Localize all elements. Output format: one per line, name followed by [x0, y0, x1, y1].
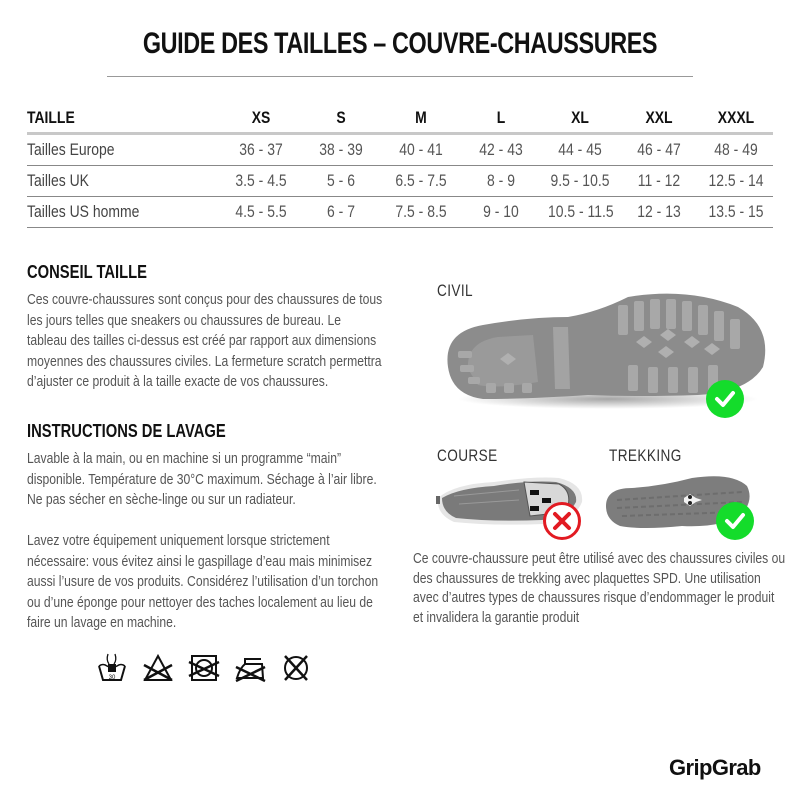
size-col-m: M: [415, 108, 427, 127]
checkmark-icon: [714, 388, 736, 410]
do-not-iron-icon: [233, 650, 267, 686]
table-cell: 3.5 - 4.5: [235, 171, 287, 190]
header-label: TAILLE: [27, 108, 75, 127]
title-divider: [107, 76, 693, 77]
civil-compatible-badge: [706, 380, 744, 418]
row-label: Tailles US homme: [27, 202, 140, 221]
size-table-header: [27, 104, 773, 135]
do-not-dry-clean-icon: [279, 650, 313, 686]
size-col-s: S: [336, 108, 346, 127]
table-cell: 9 - 10: [483, 202, 519, 221]
table-cell: 7.5 - 8.5: [395, 202, 447, 221]
compatibility-note: Ce couvre-chaussure peut être utilisé avec des chaussures civiles ou des chaussures de trekking avec plaquettes SPD. Une utilisation avec d’autres types de chaussures risque d’endommager le produit et invalidera la garantie produit: [413, 550, 786, 626]
table-cell: 13.5 - 15: [708, 202, 764, 221]
do-not-tumble-dry-icon: [187, 650, 221, 686]
table-cell: 9.5 - 10.5: [550, 171, 610, 190]
table-row-us: [27, 197, 773, 228]
sizing-advice-text: Ces couvre-chaussures sont conçus pour des chaussures de tous les jours telles que sneakers ou chaussures de bureau. Le tableau des tailles ci-dessus est créé par rapport aux dimensions moyennes des chaussures civiles. La fermeture scratch permettra d’ajuster ce produit à la taille exacte de vos chaussures.: [27, 291, 383, 390]
size-col-xl: XL: [571, 108, 589, 127]
washing-title: INSTRUCTIONS DE LAVAGE: [27, 421, 226, 441]
washing-text-1: Lavable à la main, ou en machine si un programme “main” disponible. Température de 30°C maximum. Séchage à l’air libre. Ne pas sécher en sèche-linge ou sur un radiateur.: [27, 450, 377, 508]
table-cell: 6 - 7: [327, 202, 355, 221]
shoe-label-civil: CIVIL: [437, 281, 474, 300]
shoe-label-course: COURSE: [437, 446, 498, 465]
table-cell: 44 - 45: [558, 140, 602, 159]
table-cell: 5 - 6: [327, 171, 355, 190]
brand-logo: GripGrab: [669, 755, 761, 780]
table-cell: 4.5 - 5.5: [235, 202, 287, 221]
table-cell: 12.5 - 14: [708, 171, 764, 190]
table-cell: 38 - 39: [319, 140, 363, 159]
size-col-l: L: [496, 108, 506, 127]
table-cell: 8 - 9: [487, 171, 515, 190]
table-cell: 48 - 49: [714, 140, 758, 159]
care-icons: [95, 650, 313, 686]
checkmark-icon: [724, 510, 746, 532]
washing-text-2: Lavez votre équipement uniquement lorsque strictement nécessaire: vous évitez ainsi le gaspillage d’eau mais minimisez aussi l’usure de vos produits. Considérez l’utilisation d’un torchon ou d’une éponge pour nettoyer des taches localement au lieu de faire un lavage en machine.: [27, 532, 379, 631]
table-cell: 42 - 43: [479, 140, 523, 159]
table-cell: 6.5 - 7.5: [395, 171, 447, 190]
row-label: Tailles Europe: [27, 140, 115, 159]
page-title: GUIDE DES TAILLES – COUVRE-CHAUSSURES: [142, 27, 658, 60]
size-col-xxxl: XXXL: [717, 108, 755, 127]
table-cell: 12 - 13: [637, 202, 681, 221]
table-cell: 46 - 47: [637, 140, 681, 159]
table-cell: 40 - 41: [399, 140, 443, 159]
sizing-advice-title: CONSEIL TAILLE: [27, 262, 148, 282]
table-cell: 36 - 37: [239, 140, 283, 159]
row-label: Tailles UK: [27, 171, 89, 190]
trekking-compatible-badge: [716, 502, 754, 540]
size-col-xs: XS: [251, 108, 271, 127]
svg-text:30: 30: [108, 675, 116, 681]
course-incompatible-badge: [543, 502, 581, 540]
do-not-bleach-icon: [141, 650, 175, 686]
size-col-xxl: XXL: [645, 108, 673, 127]
hand-wash-30-icon: [95, 650, 129, 686]
table-row-europe: [27, 135, 773, 166]
cross-icon: [552, 511, 572, 531]
table-row-uk: [27, 166, 773, 197]
shoe-label-trekking: TREKKING: [609, 446, 682, 465]
table-cell: 10.5 - 11.5: [548, 202, 614, 221]
table-cell: 11 - 12: [637, 171, 681, 190]
size-table: [27, 104, 773, 228]
